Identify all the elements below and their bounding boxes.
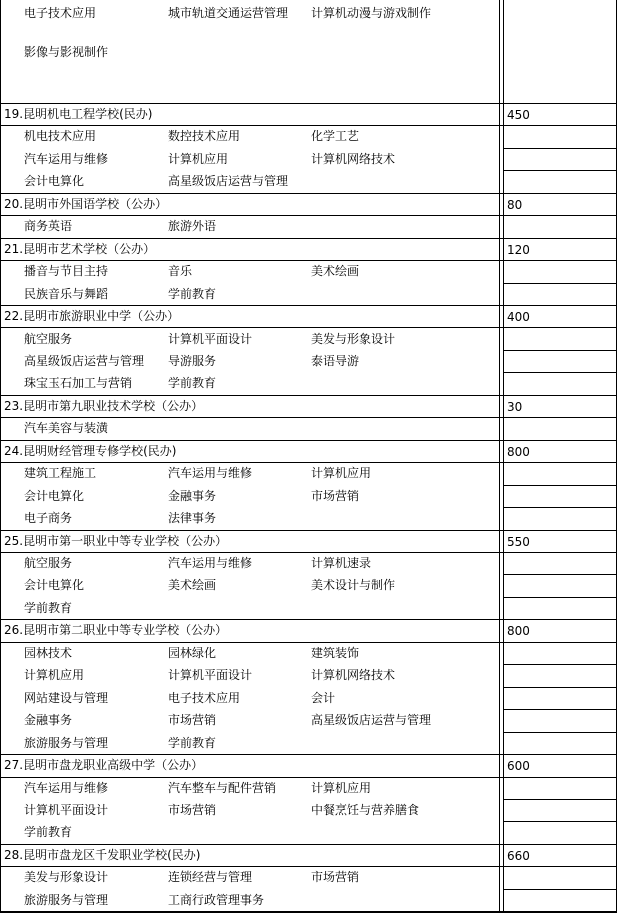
table-horizontal-line — [503, 170, 617, 171]
major-cell: 泰语导游 — [311, 353, 360, 368]
major-cell: 会计电算化 — [24, 174, 85, 189]
major-cell: 市场营销 — [168, 802, 217, 817]
major-cell: 机电技术应用 — [24, 129, 97, 144]
major-cell: 民族音乐与舞蹈 — [24, 286, 109, 301]
major-cell: 美术绘画 — [168, 578, 217, 593]
major-cell: 会计电算化 — [24, 488, 85, 503]
table-horizontal-line — [0, 327, 617, 328]
major-cell: 旅游外语 — [168, 219, 217, 234]
table-horizontal-line — [503, 574, 617, 575]
table-horizontal-line — [0, 395, 617, 396]
major-cell: 市场营销 — [311, 870, 360, 885]
table-horizontal-line — [0, 305, 617, 306]
major-cell: 中餐烹饪与营养膳食 — [311, 802, 420, 817]
table-horizontal-line — [503, 687, 617, 688]
major-cell: 计算机动漫与游戏制作 — [311, 6, 432, 20]
school-name: 27.昆明市盘龙职业高级中学（公办） — [4, 758, 204, 773]
major-cell: 园林技术 — [24, 645, 73, 660]
major-cell: 汽车整车与配件营销 — [168, 780, 277, 795]
major-cell: 计算机应用 — [311, 466, 372, 481]
major-cell: 美发与形象设计 — [24, 870, 109, 885]
table-horizontal-line — [503, 350, 617, 351]
major-cell: 建筑工程施工 — [24, 466, 97, 481]
table-horizontal-line — [503, 889, 617, 890]
school-quota: 120 — [507, 242, 530, 257]
table-horizontal-line — [503, 709, 617, 710]
school-quota: 800 — [507, 624, 530, 639]
table-horizontal-line — [0, 777, 617, 778]
major-cell: 学前教育 — [24, 825, 73, 840]
table-horizontal-line — [0, 844, 617, 845]
major-cell: 高星级饭店运营与管理 — [24, 353, 145, 368]
school-name: 19.昆明机电工程学校(民办) — [4, 107, 153, 121]
major-cell: 学前教育 — [168, 376, 217, 391]
major-cell: 音乐 — [168, 264, 193, 279]
major-cell: 导游服务 — [168, 353, 217, 368]
major-cell: 金融事务 — [24, 713, 73, 728]
school-quota: 30 — [507, 399, 523, 414]
major-cell: 珠宝玉石加工与营销 — [24, 376, 133, 391]
major-cell: 计算机平面设计 — [168, 668, 253, 683]
table-horizontal-line — [0, 260, 617, 261]
school-quota: 450 — [507, 108, 530, 122]
school-name: 28.昆明市盘龙区千发职业学校(民办) — [4, 847, 201, 862]
major-cell: 旅游服务与管理 — [24, 735, 109, 750]
table-horizontal-line — [0, 619, 617, 620]
major-cell: 汽车运用与维修 — [168, 556, 253, 570]
table-horizontal-line — [503, 821, 617, 822]
table-horizontal-line — [0, 417, 617, 418]
school-name: 21.昆明市艺术学校（公办） — [4, 241, 156, 256]
major-cell: 航空服务 — [24, 331, 73, 346]
school-quota: 400 — [507, 310, 530, 325]
table-horizontal-line — [0, 238, 617, 239]
table-horizontal-line — [0, 866, 617, 867]
table-horizontal-line — [503, 732, 617, 733]
major-cell: 电子商务 — [24, 511, 73, 526]
school-name: 20.昆明市外国语学校（公办） — [4, 196, 168, 211]
table-horizontal-line — [0, 440, 617, 441]
major-cell: 美术设计与制作 — [311, 578, 396, 593]
table-horizontal-line — [0, 125, 617, 126]
major-cell: 计算机应用 — [311, 780, 372, 795]
major-cell: 化学工艺 — [311, 129, 360, 144]
major-cell: 汽车运用与维修 — [24, 151, 109, 166]
major-cell: 工商行政管理事务 — [168, 892, 265, 907]
school-quota: 800 — [507, 444, 530, 459]
table-horizontal-line — [503, 507, 617, 508]
major-cell: 连锁经营与管理 — [168, 870, 253, 885]
school-quota: 600 — [507, 759, 530, 774]
school-name: 24.昆明财经管理专修学校(民办) — [4, 443, 177, 458]
table-horizontal-line — [0, 193, 617, 194]
major-cell: 学前教育 — [168, 286, 217, 301]
table-horizontal-line — [503, 283, 617, 284]
table-horizontal-line — [0, 215, 617, 216]
school-quota: 550 — [507, 534, 530, 549]
major-cell: 汽车运用与维修 — [168, 466, 253, 481]
major-cell: 汽车美容与装潢 — [24, 421, 109, 436]
table-horizontal-line — [0, 754, 617, 755]
major-cell: 高星级饭店运营与管理 — [311, 713, 432, 728]
school-name: 22.昆明市旅游职业中学（公办） — [4, 309, 180, 324]
school-quota: 660 — [507, 848, 530, 863]
major-cell: 会计 — [311, 690, 336, 705]
major-cell: 汽车运用与维修 — [24, 780, 109, 795]
major-cell: 城市轨道交通运营管理 — [168, 6, 289, 20]
major-cell: 播音与节目主持 — [24, 264, 109, 279]
school-name: 26.昆明市第二职业中等专业学校（公办） — [4, 623, 228, 638]
major-cell: 高星级饭店运营与管理 — [168, 174, 289, 189]
major-cell: 影像与影视制作 — [24, 45, 109, 59]
table-horizontal-line — [0, 530, 617, 531]
major-cell: 网站建设与管理 — [24, 690, 109, 705]
table-horizontal-line — [0, 103, 617, 104]
major-cell: 学前教育 — [168, 735, 217, 750]
major-cell: 市场营销 — [168, 713, 217, 728]
major-cell: 会计电算化 — [24, 578, 85, 593]
major-cell: 市场营销 — [311, 488, 360, 503]
major-cell: 计算机网络技术 — [311, 668, 396, 683]
major-cell: 数控技术应用 — [168, 129, 241, 144]
major-cell: 计算机平面设计 — [24, 802, 109, 817]
major-cell: 建筑装饰 — [311, 645, 360, 660]
major-cell: 计算机应用 — [168, 151, 229, 166]
table-horizontal-line — [503, 597, 617, 598]
major-cell: 计算机网络技术 — [311, 151, 396, 166]
table-horizontal-line — [0, 552, 617, 553]
major-cell: 法律事务 — [168, 511, 217, 526]
major-cell: 美术绘画 — [311, 264, 360, 279]
table-horizontal-line — [503, 148, 617, 149]
major-cell: 电子技术应用 — [24, 6, 97, 20]
major-cell: 金融事务 — [168, 488, 217, 503]
table-horizontal-line — [503, 799, 617, 800]
major-cell: 美发与形象设计 — [311, 331, 396, 346]
major-cell: 学前教育 — [24, 600, 73, 615]
major-cell: 电子技术应用 — [168, 690, 241, 705]
table-horizontal-line — [503, 485, 617, 486]
table-horizontal-line — [503, 372, 617, 373]
major-cell: 计算机平面设计 — [168, 331, 253, 346]
school-name: 23.昆明市第九职业技术学校（公办） — [4, 398, 204, 413]
table-horizontal-line — [503, 664, 617, 665]
school-name: 25.昆明市第一职业中等专业学校（公办） — [4, 533, 228, 548]
major-cell: 园林绿化 — [168, 645, 217, 660]
major-cell: 计算机应用 — [24, 668, 85, 683]
major-cell: 航空服务 — [24, 556, 73, 570]
major-cell: 商务英语 — [24, 219, 73, 234]
major-cell: 计算机速录 — [311, 556, 372, 570]
major-cell: 旅游服务与管理 — [24, 892, 109, 907]
school-quota: 80 — [507, 197, 523, 212]
table-horizontal-line — [0, 642, 617, 643]
table-horizontal-line — [0, 462, 617, 463]
